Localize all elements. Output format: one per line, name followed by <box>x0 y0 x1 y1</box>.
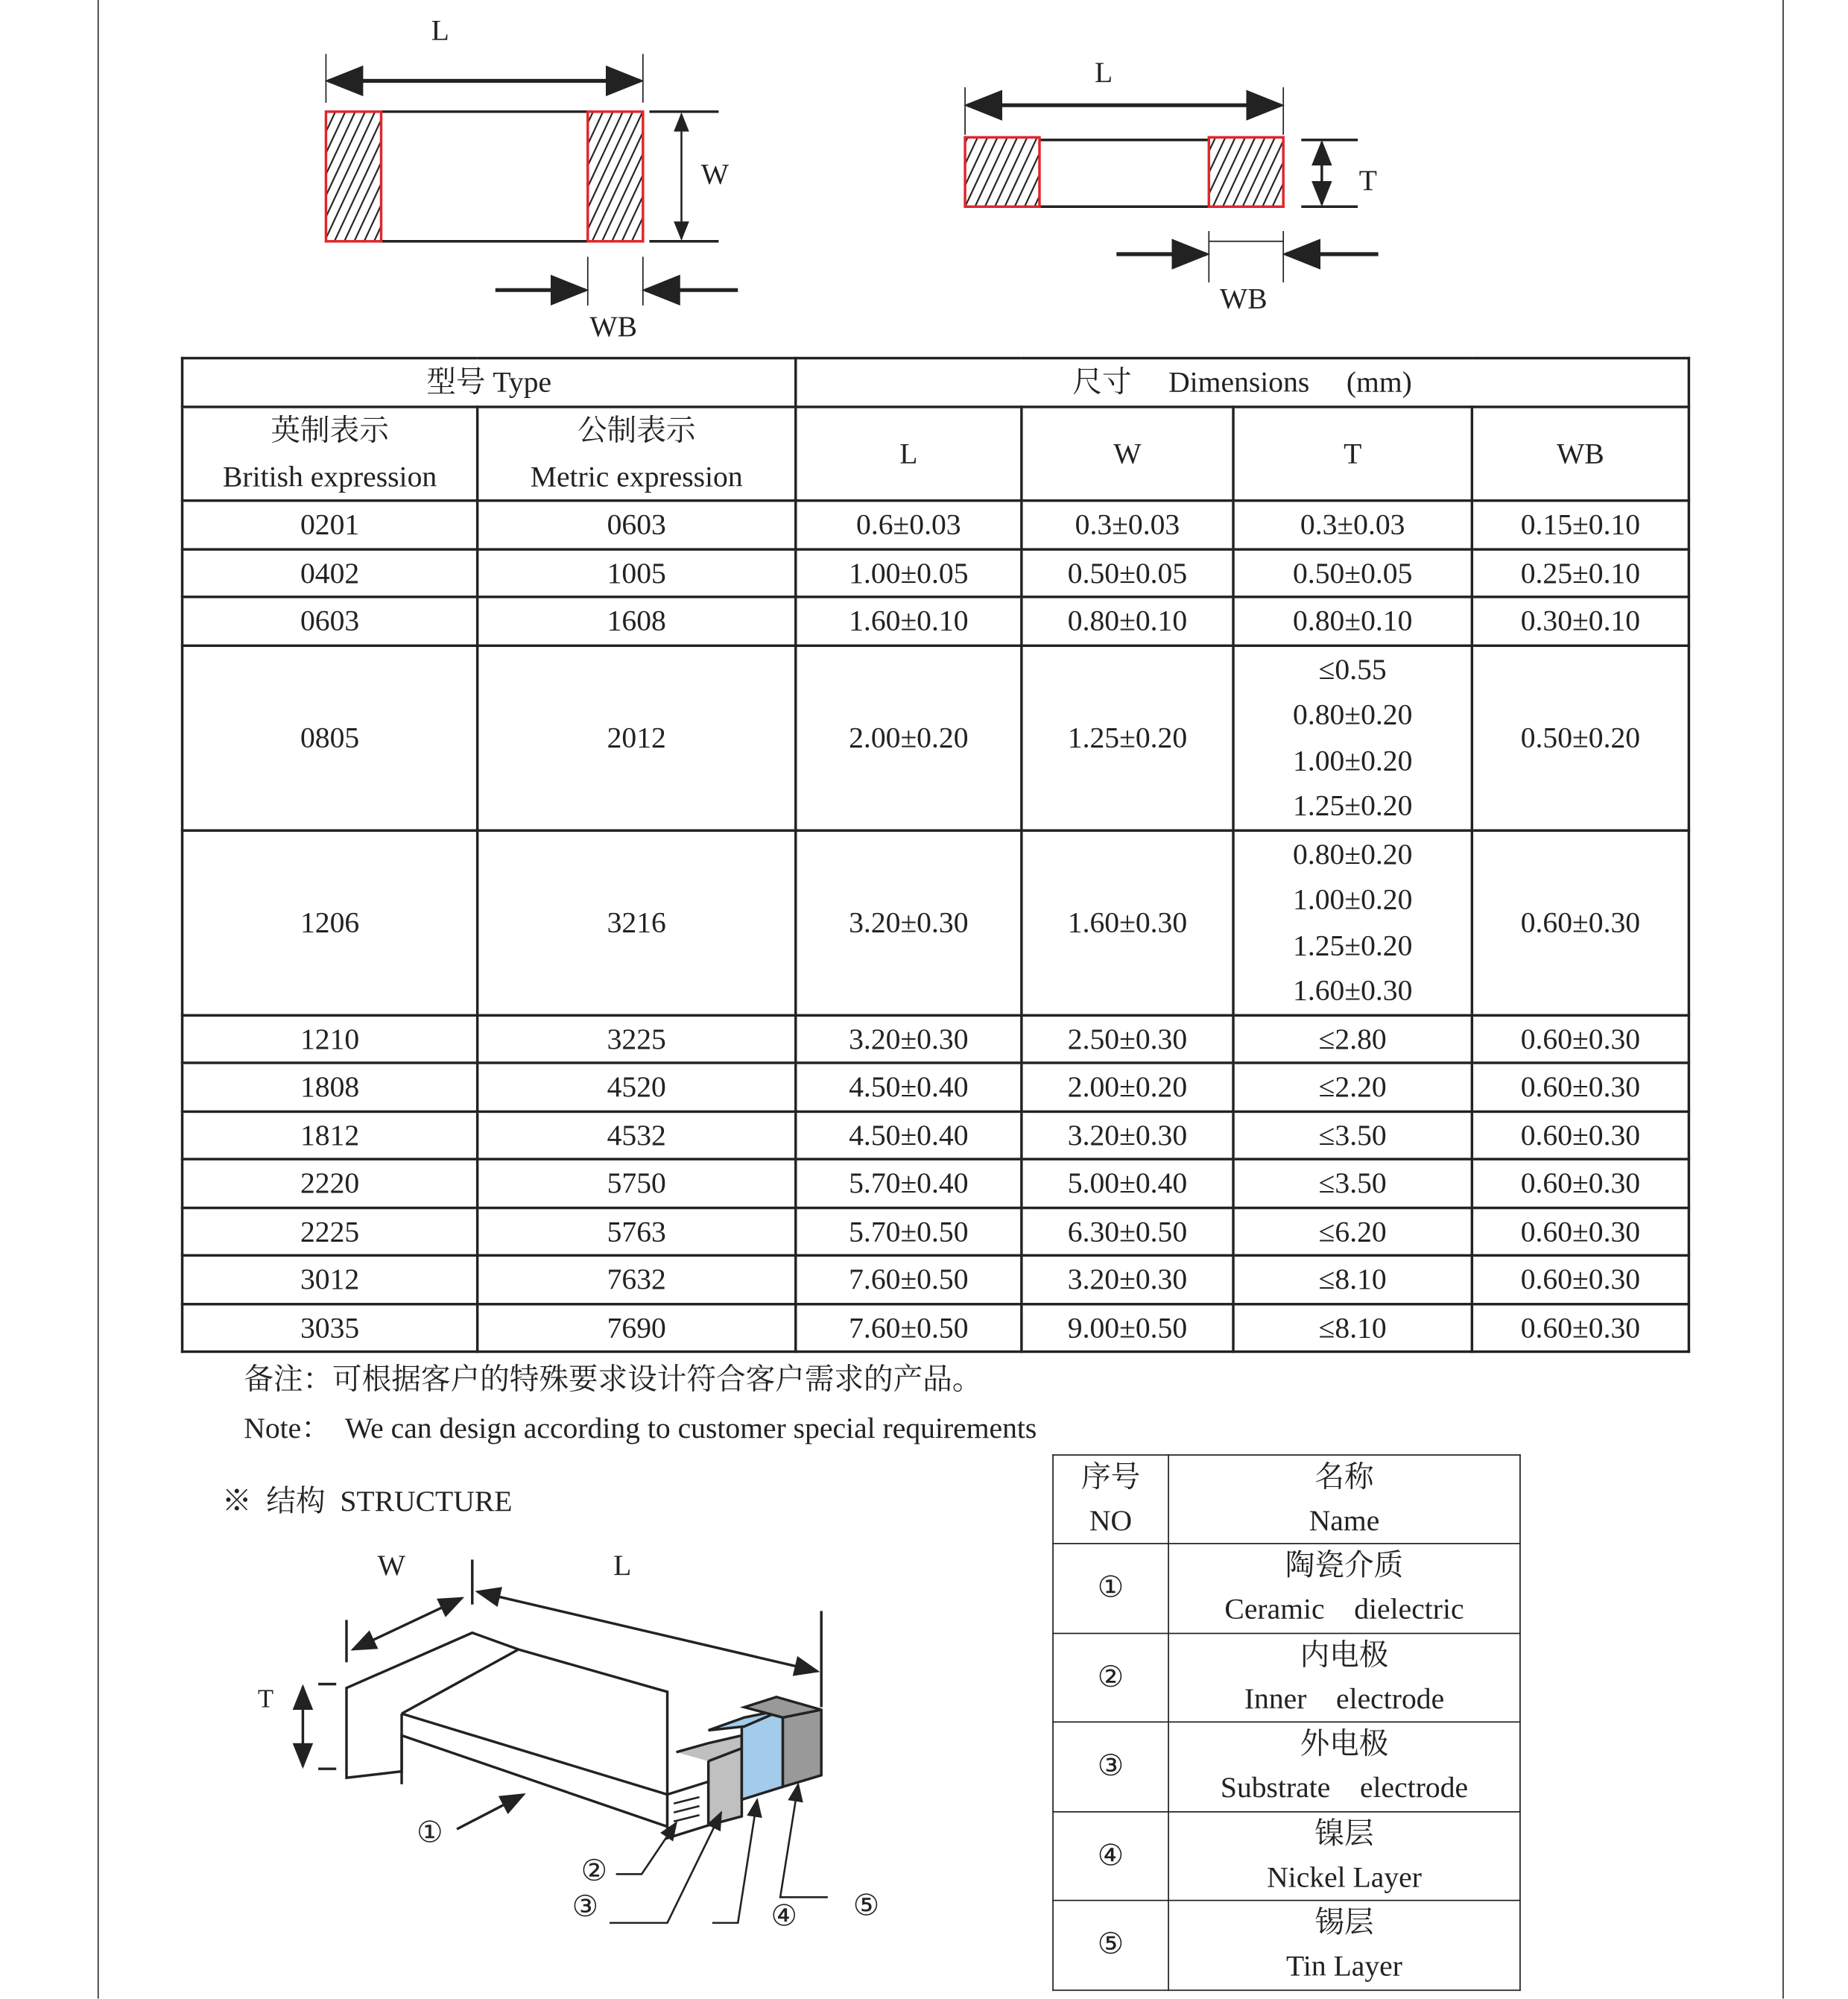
table-row <box>183 549 1689 597</box>
callout-5: ⑤ <box>852 1889 880 1922</box>
left-terminal <box>965 137 1040 206</box>
cell-wb: 0.60±0.30 <box>1472 1159 1689 1207</box>
t-value: ≤8.10 <box>1318 1311 1387 1344</box>
cell-wb: 0.60±0.30 <box>1472 1304 1689 1352</box>
cell-w: 3.20±0.30 <box>1022 1255 1233 1304</box>
cell-british: 1808 <box>183 1063 478 1111</box>
cell-w: 2.00±0.20 <box>1022 1063 1233 1111</box>
t-value: 0.3±0.03 <box>1300 508 1405 541</box>
no-header-cn: 序号 <box>1080 1460 1141 1493</box>
cell-british: 2225 <box>183 1207 478 1256</box>
item-number: ② <box>1053 1633 1168 1722</box>
cell-w: 0.80±0.10 <box>1022 597 1233 645</box>
cell-metric: 3225 <box>478 1014 796 1063</box>
cell-l: 4.50±0.40 <box>796 1111 1022 1160</box>
item-name-en: Tin Layer <box>1286 1950 1402 1983</box>
cell-metric: 0603 <box>478 501 796 549</box>
cell-l: 4.50±0.40 <box>796 1063 1022 1111</box>
dim-label-WB: WB <box>589 310 638 343</box>
t-value: 0.50±0.05 <box>1293 556 1413 589</box>
cell-wb: 0.15±0.10 <box>1472 501 1689 549</box>
cell-wb: 0.60±0.30 <box>1472 830 1689 1014</box>
cell-metric: 2012 <box>478 645 796 830</box>
cell-metric: 1005 <box>478 549 796 597</box>
cell-t <box>1233 597 1472 645</box>
col-header-T: T <box>1233 407 1472 501</box>
dimensions-table <box>181 357 1690 1353</box>
cell-british: 1812 <box>183 1111 478 1160</box>
cell-wb: 0.50±0.20 <box>1472 645 1689 830</box>
t-value: ≤2.80 <box>1318 1022 1387 1055</box>
table-row <box>183 1063 1689 1111</box>
cell-t <box>1233 1207 1472 1256</box>
t-value: 0.80±0.20 <box>1293 837 1413 870</box>
callout-4: ④ <box>770 1899 798 1932</box>
cell-t <box>1233 1255 1472 1304</box>
struct-label-W: W <box>377 1549 405 1582</box>
cell-t <box>1233 1063 1472 1111</box>
item-name-en: Nickel Layer <box>1267 1860 1422 1893</box>
cell-w: 1.60±0.30 <box>1022 830 1233 1014</box>
item-name-en: Inner electrode <box>1244 1682 1445 1715</box>
cell-w: 6.30±0.50 <box>1022 1207 1233 1256</box>
dimensions-header: 尺寸 Dimensions (mm) <box>796 358 1689 406</box>
dim-label-WB: WB <box>1219 282 1268 315</box>
cell-metric: 4520 <box>478 1063 796 1111</box>
cell-british: 0201 <box>183 501 478 549</box>
table-row <box>183 1014 1689 1063</box>
british-header <box>183 407 478 501</box>
table-row <box>183 645 1689 830</box>
col-header-L: L <box>796 407 1022 501</box>
cell-wb: 0.60±0.30 <box>1472 1014 1689 1063</box>
item-name-en: Ceramic dielectric <box>1224 1593 1464 1626</box>
structure-diagram <box>303 1559 827 1922</box>
cell-wb: 0.30±0.10 <box>1472 597 1689 645</box>
cell-t <box>1233 1111 1472 1160</box>
cell-wb: 0.60±0.30 <box>1472 1111 1689 1160</box>
type-header: 型号 Type <box>183 358 796 406</box>
item-name-cn: 陶瓷介质 <box>1285 1550 1404 1582</box>
callout-2: ② <box>580 1854 608 1887</box>
british-header-cn: 英制表示 <box>270 414 389 447</box>
table-row <box>183 597 1689 645</box>
cell-british: 3012 <box>183 1255 478 1304</box>
table-row <box>183 1111 1689 1160</box>
cell-metric: 5763 <box>478 1207 796 1256</box>
cell-l: 7.60±0.50 <box>796 1304 1022 1352</box>
cell-l: 7.60±0.50 <box>796 1255 1022 1304</box>
structure-row <box>1053 1722 1520 1811</box>
item-name <box>1168 1633 1520 1722</box>
item-number: ③ <box>1053 1722 1168 1811</box>
t-value: 1.00±0.20 <box>1293 744 1413 777</box>
t-value: 0.80±0.20 <box>1293 698 1413 730</box>
cell-w: 0.3±0.03 <box>1022 501 1233 549</box>
item-name-en: Substrate electrode <box>1220 1772 1469 1804</box>
right-terminal <box>588 112 643 241</box>
cell-british: 1206 <box>183 830 478 1014</box>
item-number: ⑤ <box>1053 1901 1168 1990</box>
cell-metric: 1608 <box>478 597 796 645</box>
cell-british: 0603 <box>183 597 478 645</box>
metric-header-cn: 公制表示 <box>577 414 696 447</box>
table-row <box>183 1255 1689 1304</box>
cell-t <box>1233 501 1472 549</box>
item-name <box>1168 1722 1520 1811</box>
item-number: ① <box>1053 1544 1168 1633</box>
dim-label-L: L <box>431 13 449 46</box>
cell-british: 1210 <box>183 1014 478 1063</box>
col-header-WB: WB <box>1472 407 1689 501</box>
top-view-diagram <box>326 54 738 306</box>
t-value: ≤6.20 <box>1318 1215 1387 1248</box>
metric-header-en: Metric expression <box>530 460 743 493</box>
name-header <box>1168 1455 1520 1544</box>
cell-metric: 4532 <box>478 1111 796 1160</box>
dim-label-L: L <box>1094 56 1113 89</box>
cell-british: 0402 <box>183 549 478 597</box>
t-value: ≤3.50 <box>1318 1118 1387 1151</box>
t-value: ≤0.55 <box>1318 652 1387 685</box>
table-row <box>183 501 1689 549</box>
structure-row <box>1053 1901 1520 1990</box>
t-value: ≤3.50 <box>1318 1166 1387 1199</box>
dim-label-T: T <box>1358 164 1377 197</box>
cell-t <box>1233 1014 1472 1063</box>
name-header-cn: 名称 <box>1314 1460 1374 1493</box>
t-value: 1.25±0.20 <box>1293 929 1413 961</box>
cell-wb: 0.25±0.10 <box>1472 549 1689 597</box>
cell-l: 1.60±0.10 <box>796 597 1022 645</box>
cell-l: 2.00±0.20 <box>796 645 1022 830</box>
cell-l: 1.00±0.05 <box>796 549 1022 597</box>
structure-row <box>1053 1811 1520 1901</box>
british-header-en: British expression <box>223 460 437 493</box>
item-name-cn: 镍层 <box>1314 1817 1374 1850</box>
item-name <box>1168 1811 1520 1901</box>
cell-t <box>1233 1304 1472 1352</box>
dim-label-W: W <box>700 157 729 190</box>
note-cn: 备注：可根据客户的特殊要求设计符合客户需求的产品。 <box>244 1362 982 1396</box>
cell-t <box>1233 1159 1472 1207</box>
cell-british: 2220 <box>183 1159 478 1207</box>
item-name-cn: 外电极 <box>1300 1728 1389 1760</box>
cell-w: 0.50±0.05 <box>1022 549 1233 597</box>
cell-l: 5.70±0.40 <box>796 1159 1022 1207</box>
table-row <box>183 1159 1689 1207</box>
side-view-diagram <box>965 87 1379 282</box>
table-row <box>183 830 1689 1014</box>
callout-1: ① <box>417 1816 443 1848</box>
cell-t <box>1233 830 1472 1014</box>
right-terminal <box>1209 137 1283 206</box>
cell-british: 3035 <box>183 1304 478 1352</box>
table-row <box>183 1304 1689 1352</box>
cell-l: 5.70±0.50 <box>796 1207 1022 1256</box>
structure-row <box>1053 1633 1520 1722</box>
callout-3: ③ <box>572 1890 599 1923</box>
cell-metric: 7632 <box>478 1255 796 1304</box>
t-value: 0.80±0.10 <box>1293 604 1413 637</box>
cell-l: 3.20±0.30 <box>796 830 1022 1014</box>
cell-w: 1.25±0.20 <box>1022 645 1233 830</box>
cell-w: 9.00±0.50 <box>1022 1304 1233 1352</box>
left-terminal <box>326 112 381 241</box>
item-name <box>1168 1544 1520 1633</box>
cell-w: 3.20±0.30 <box>1022 1111 1233 1160</box>
t-value: 1.60±0.30 <box>1293 974 1413 1007</box>
t-value: 1.25±0.20 <box>1293 789 1413 822</box>
col-header-W: W <box>1022 407 1233 501</box>
metric-header <box>478 407 796 501</box>
table-row <box>183 1207 1689 1256</box>
cell-wb: 0.60±0.30 <box>1472 1063 1689 1111</box>
cell-l: 0.6±0.03 <box>796 501 1022 549</box>
cell-t <box>1233 549 1472 597</box>
item-number: ④ <box>1053 1811 1168 1901</box>
t-value: ≤2.20 <box>1318 1070 1387 1103</box>
cell-british: 0805 <box>183 645 478 830</box>
cell-w: 2.50±0.30 <box>1022 1014 1233 1063</box>
struct-label-L: L <box>613 1549 632 1582</box>
item-name-cn: 锡层 <box>1314 1906 1374 1939</box>
item-name-cn: 内电极 <box>1300 1638 1389 1671</box>
t-value: 1.00±0.20 <box>1293 882 1413 915</box>
cell-metric: 3216 <box>478 830 796 1014</box>
structure-table <box>1052 1454 1521 1990</box>
item-name <box>1168 1901 1520 1990</box>
name-header-en: Name <box>1309 1504 1380 1537</box>
note-en: Note： We can design according to customer special requirements <box>244 1412 1037 1444</box>
structure-row <box>1053 1544 1520 1633</box>
no-header <box>1053 1455 1168 1544</box>
struct-label-T: T <box>257 1685 274 1714</box>
cell-l: 3.20±0.30 <box>796 1014 1022 1063</box>
no-header-en: NO <box>1089 1504 1133 1537</box>
cell-wb: 0.60±0.30 <box>1472 1207 1689 1256</box>
cell-w: 5.00±0.40 <box>1022 1159 1233 1207</box>
cell-metric: 7690 <box>478 1304 796 1352</box>
cell-metric: 5750 <box>478 1159 796 1207</box>
cell-t <box>1233 645 1472 830</box>
t-value: ≤8.10 <box>1318 1263 1387 1295</box>
structure-title: ※ 结构 STRUCTURE <box>221 1485 513 1518</box>
cell-wb: 0.60±0.30 <box>1472 1255 1689 1304</box>
